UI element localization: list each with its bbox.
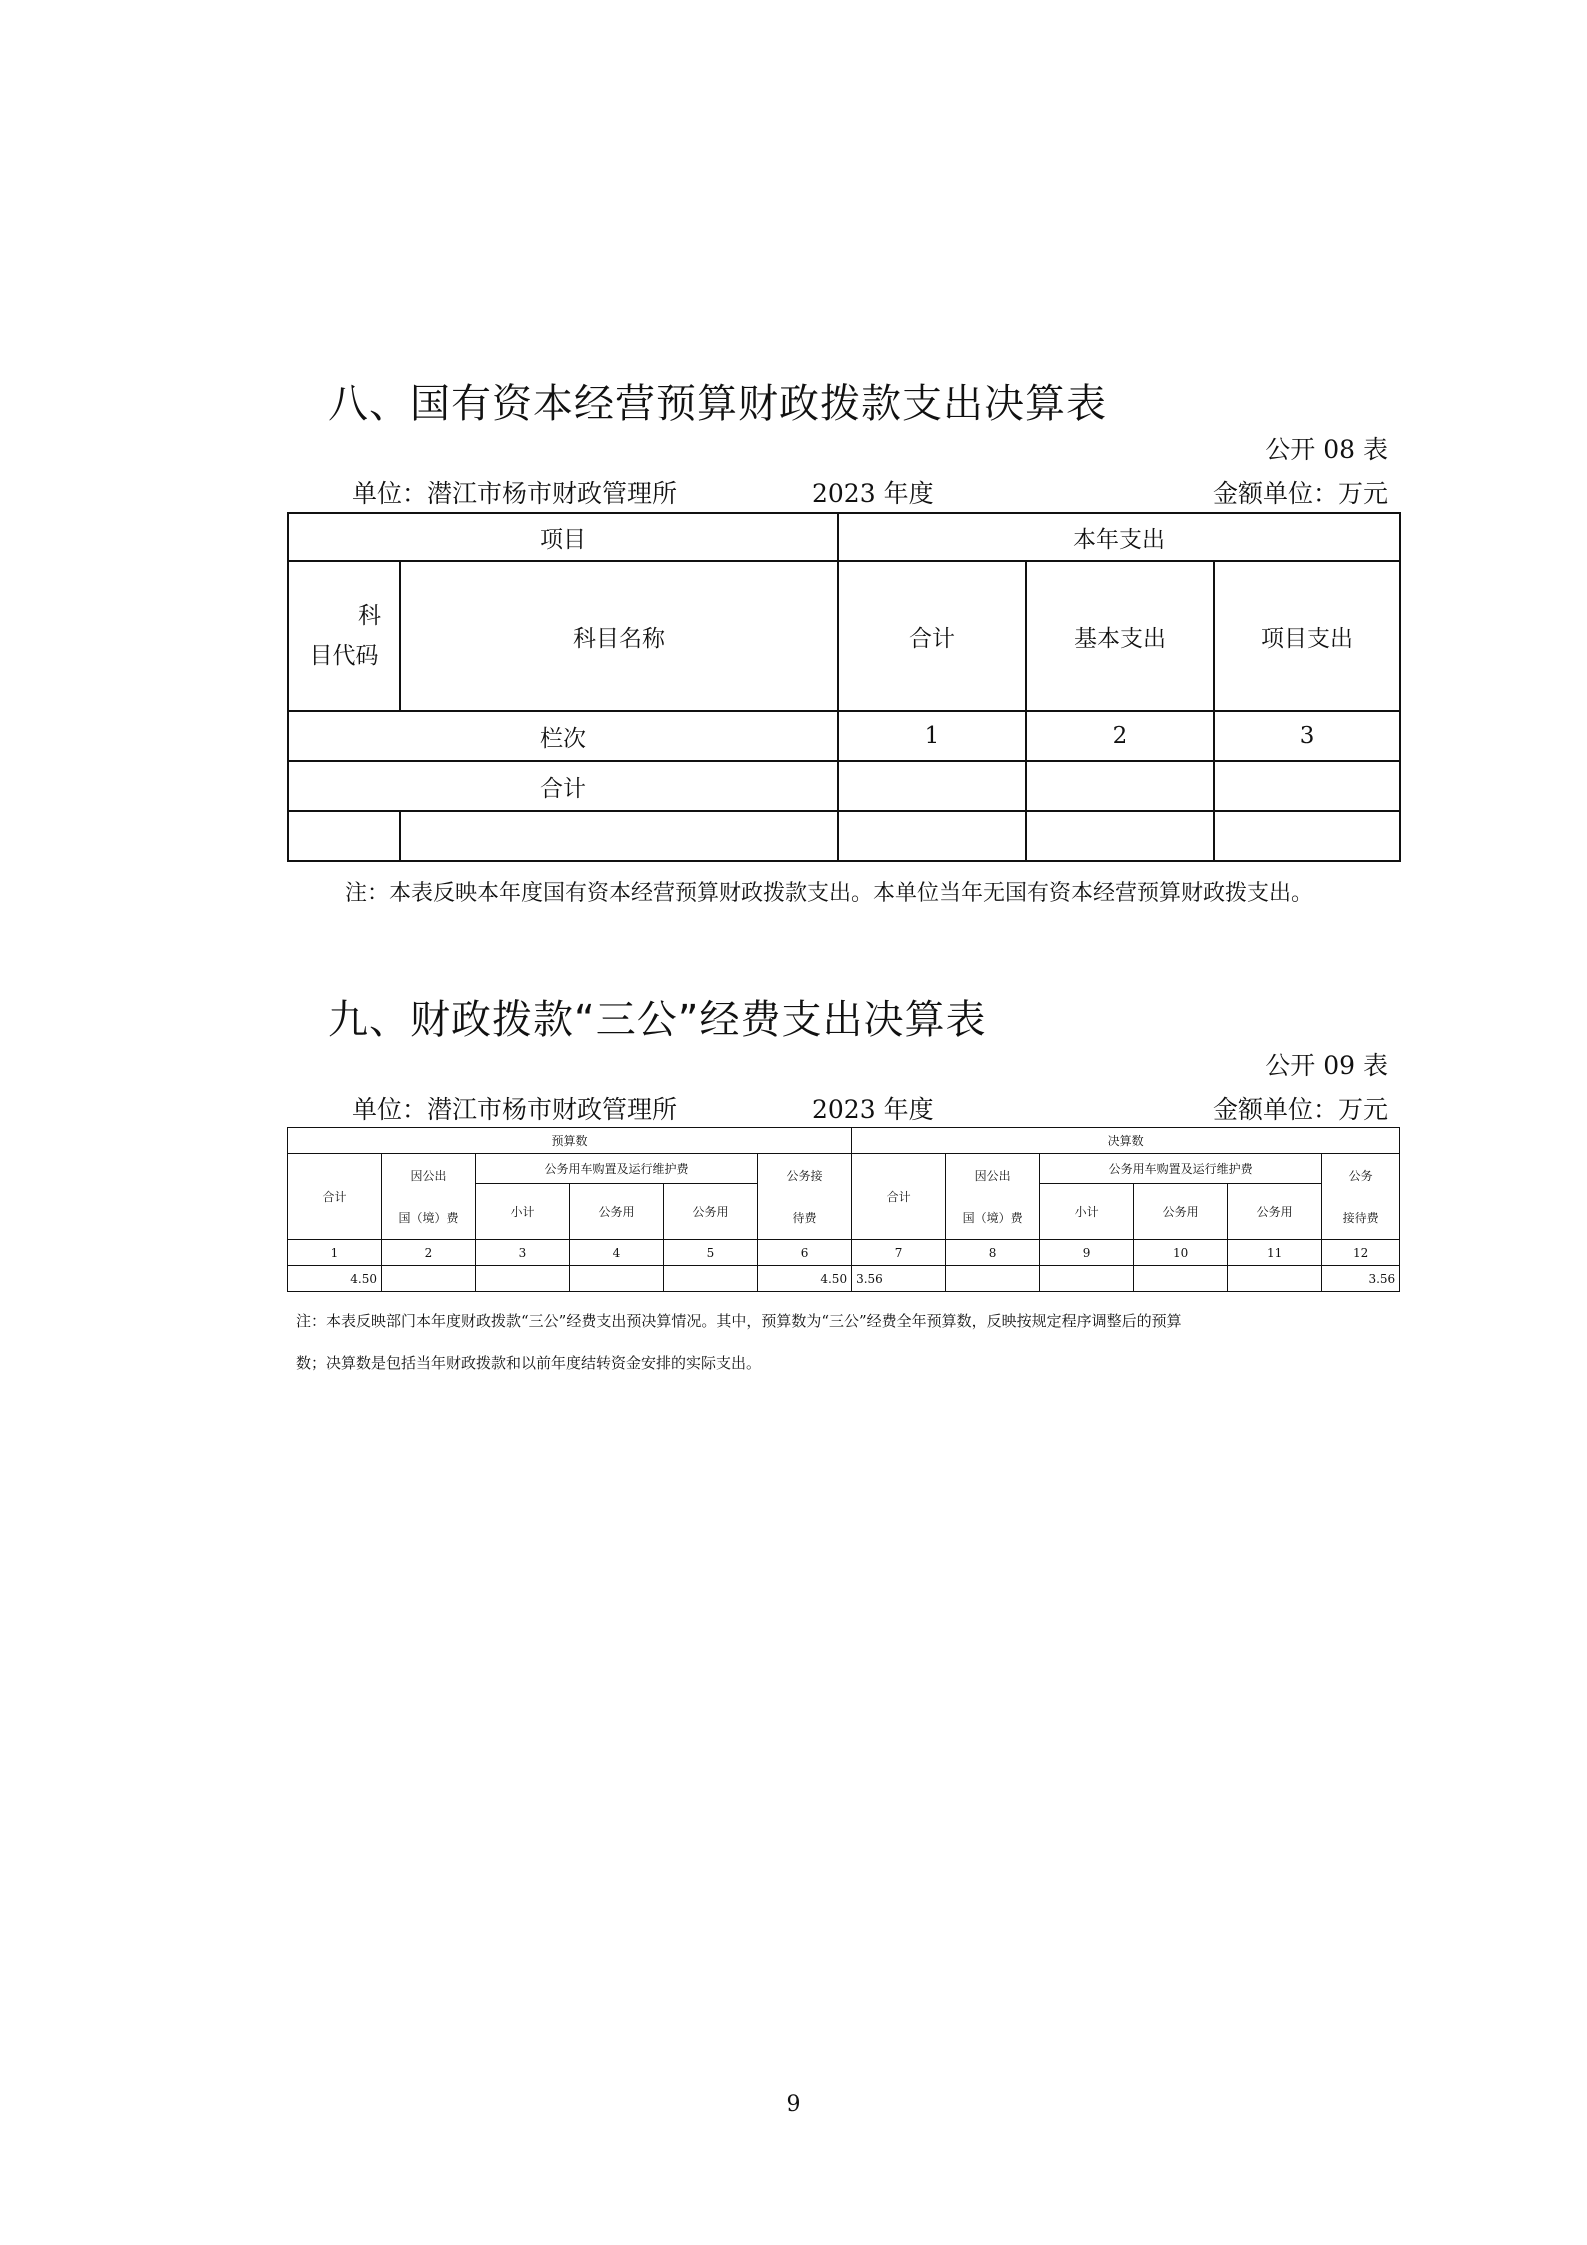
final-reception-header — [1322, 1154, 1400, 1240]
section9-title: 九、财政拨款“三公”经费支出决算表 — [328, 997, 987, 1043]
final-reception-value: 3.56 — [1322, 1266, 1400, 1292]
header-final: 决算数 — [852, 1128, 1400, 1154]
row-col-label: 栏次 — [288, 711, 838, 761]
empty-cell — [1214, 811, 1400, 861]
section9-unit: 单位：潜江市杨市财政管理所 — [352, 1095, 678, 1124]
header-code-line1: 科 — [358, 603, 381, 629]
budget-total-value: 4.50 — [288, 1266, 382, 1292]
final-abroad-l1: 因公出 — [974, 1168, 1011, 1183]
section8-amount-unit: 金额单位：万元 — [1212, 479, 1388, 508]
col-num-7: 7 — [852, 1240, 946, 1266]
final-abroad-header — [946, 1154, 1040, 1240]
col-num-2: 2 — [382, 1240, 476, 1266]
header-current-year: 本年支出 — [838, 513, 1400, 561]
section9-note-line2: 数；决算数是包括当年财政拨款和以前年度结转资金安排的实际支出。 — [296, 1354, 762, 1372]
section8-title: 八、国有资本经营预算财政拨款支出决算表 — [328, 381, 1107, 427]
header-budget: 预算数 — [288, 1128, 852, 1154]
final-vehicle-run-header: 公务用 — [1228, 1184, 1322, 1240]
col-num-1: 1 — [288, 1240, 382, 1266]
budget-reception-header — [758, 1154, 852, 1240]
col-num-9: 9 — [1040, 1240, 1134, 1266]
budget-abroad-header — [382, 1154, 476, 1240]
col-num-2: 2 — [1026, 711, 1214, 761]
col-num-3: 3 — [1214, 711, 1400, 761]
empty-cell — [1026, 811, 1214, 861]
empty-cell — [1040, 1266, 1134, 1292]
col-num-8: 8 — [946, 1240, 1040, 1266]
final-reception-l1: 公务 — [1348, 1168, 1373, 1183]
empty-cell — [288, 811, 400, 861]
header-total: 合计 — [838, 561, 1026, 711]
header-basic: 基本支出 — [1026, 561, 1214, 711]
col-num-10: 10 — [1134, 1240, 1228, 1266]
budget-vehicle-buy-header: 公务用 — [570, 1184, 664, 1240]
header-project: 项目 — [288, 513, 838, 561]
final-reception-l2: 接待费 — [1342, 1210, 1379, 1225]
col-num-4: 4 — [570, 1240, 664, 1266]
final-abroad-l2: 国（境）费 — [962, 1210, 1023, 1225]
header-code-line2: 目代码 — [309, 643, 379, 669]
section8-note: 注：本表反映本年度国有资本经营预算财政拨款支出。本单位当年无国有资本经营预算财政拨支出。 — [345, 881, 1314, 906]
section8-year: 2023 年度 — [812, 479, 934, 508]
total-cell-2 — [1026, 761, 1214, 811]
section9-amount-unit: 金额单位：万元 — [1212, 1095, 1388, 1124]
budget-abroad-l1: 因公出 — [410, 1168, 447, 1183]
header-name: 科目名称 — [400, 561, 838, 711]
budget-vehicle-header: 公务用车购置及运行维护费 — [476, 1154, 758, 1184]
section8-table-no: 公开 08 表 — [1265, 435, 1388, 464]
section9-note-line1: 注：本表反映部门本年度财政拨款“三公”经费支出预决算情况。其中，预算数为“三公”经费全年预算数，反映按规定程序调整后的预算 — [296, 1312, 1182, 1330]
empty-cell — [664, 1266, 758, 1292]
header-code — [288, 561, 400, 711]
budget-reception-value: 4.50 — [758, 1266, 852, 1292]
row-total-label: 合计 — [288, 761, 838, 811]
empty-cell — [838, 811, 1026, 861]
empty-cell — [570, 1266, 664, 1292]
col-num-5: 5 — [664, 1240, 758, 1266]
total-cell-3 — [1214, 761, 1400, 811]
final-vehicle-buy-header: 公务用 — [1134, 1184, 1228, 1240]
col-num-6: 6 — [758, 1240, 852, 1266]
final-subtotal-header: 小计 — [1040, 1184, 1134, 1240]
col-num-1: 1 — [838, 711, 1026, 761]
col-num-3: 3 — [476, 1240, 570, 1266]
empty-cell — [1228, 1266, 1322, 1292]
final-total-value: 3.56 — [852, 1266, 946, 1292]
budget-reception-l1: 公务接 — [786, 1168, 823, 1183]
section8-unit: 单位：潜江市杨市财政管理所 — [352, 479, 678, 508]
empty-cell — [476, 1266, 570, 1292]
budget-abroad-l2: 国（境）费 — [398, 1210, 459, 1225]
page-number: 9 — [786, 2092, 801, 2117]
empty-cell — [1134, 1266, 1228, 1292]
budget-vehicle-run-header: 公务用 — [664, 1184, 758, 1240]
section9-table-no: 公开 09 表 — [1265, 1051, 1388, 1080]
section8-table — [287, 512, 1401, 862]
budget-subtotal-header: 小计 — [476, 1184, 570, 1240]
empty-cell — [400, 811, 838, 861]
empty-cell — [382, 1266, 476, 1292]
final-vehicle-header: 公务用车购置及运行维护费 — [1040, 1154, 1322, 1184]
budget-reception-l2: 待费 — [792, 1210, 817, 1225]
final-total-header: 合计 — [852, 1154, 946, 1240]
col-num-12: 12 — [1322, 1240, 1400, 1266]
budget-total-header: 合计 — [288, 1154, 382, 1240]
total-cell-1 — [838, 761, 1026, 811]
col-num-11: 11 — [1228, 1240, 1322, 1266]
header-item: 项目支出 — [1214, 561, 1400, 711]
section9-table — [287, 1127, 1400, 1292]
empty-cell — [946, 1266, 1040, 1292]
section9-year: 2023 年度 — [812, 1095, 934, 1124]
